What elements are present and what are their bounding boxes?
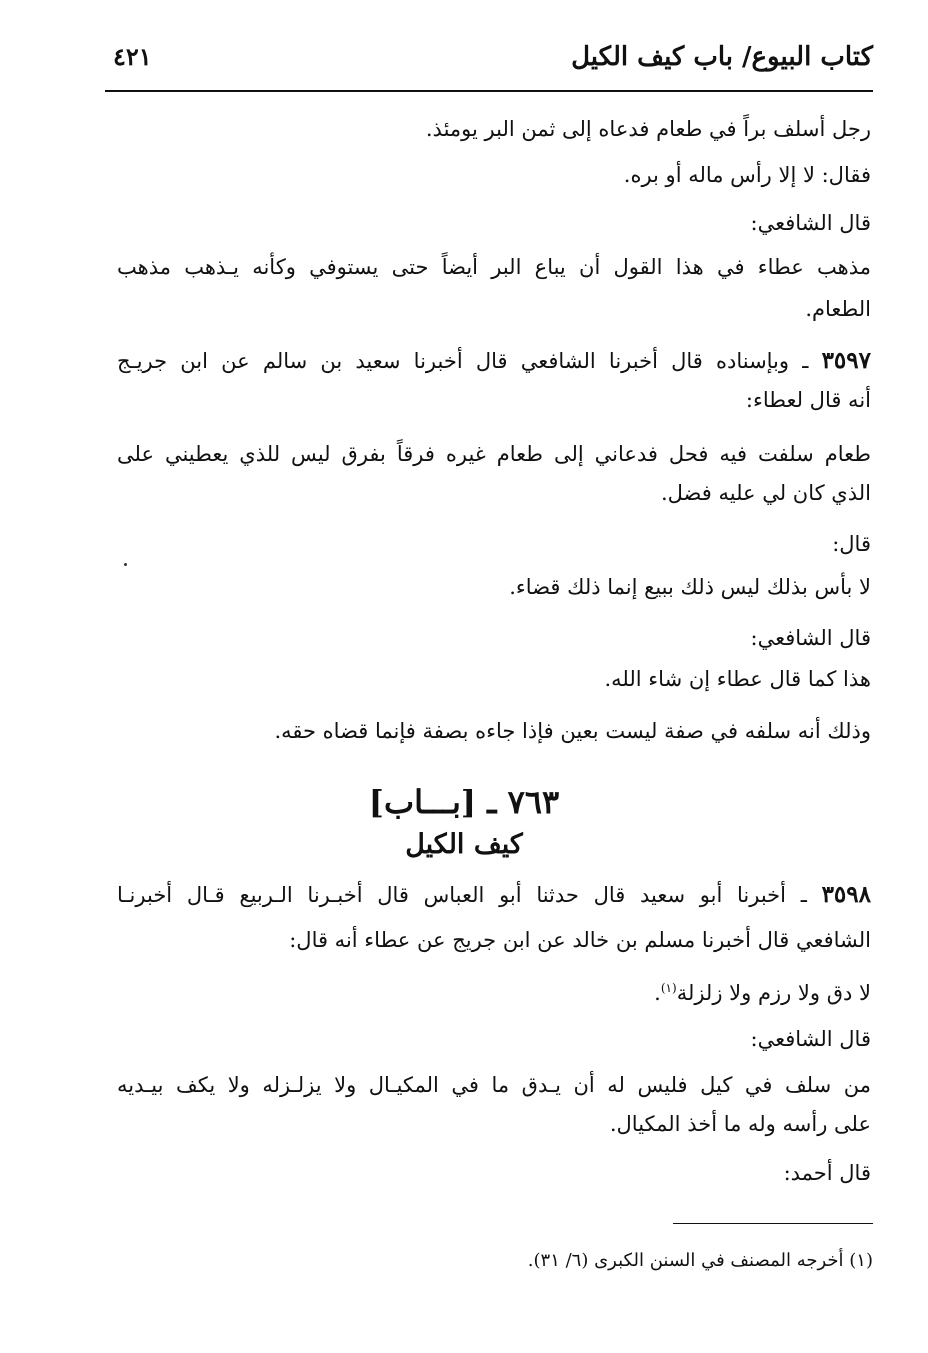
hadith-text: ـ أخبرنا أبو سعيد قال حدثنا أبو العباس قال أخبـرنا الـربيع قـال أخبرنـا [117,883,807,907]
hadith-number: ٣٥٩٧ [821,347,871,374]
hadith-number: ٣٥٩٨ [821,881,871,908]
chapter-heading: ٧٦٣ ـ [بـــاب] [368,783,560,821]
text-line-20: على رأسه وله ما أخذ المكيال. [609,1112,871,1136]
header-rule [105,90,873,92]
footnote-rule [673,1223,873,1224]
hadith-3598-line [117,878,871,912]
text-line-17 [654,971,871,1010]
text-line-14: وذلك أنه سلفه في صفة ليست بعين فإذا جاءه بصفة فإنما قضاه حقه. [274,719,871,743]
footnote-ref: (١) [660,981,677,995]
text-line-7: أنه قال لعطاء: [745,388,871,412]
page-number: ٤٢١ [113,42,152,71]
hadith-text: ـ وبإسناده قال أخبرنا الشافعي قال أخبرنا سعيد بن سالم عن ابن جريـج [117,349,809,373]
hadith-3597-line [117,344,871,378]
text-line-16: الشافعي قال أخبرنا مسلم بن خالد عن ابن جريج عن عطاء أنه قال: [289,928,871,952]
text-line-21: قال أحمد: [783,1161,871,1185]
running-title: كتاب البيوع/ باب كيف الكيل [571,42,873,72]
text-line-12: قال الشافعي: [750,626,871,650]
scan-speck [124,563,127,566]
text-segment: لا دق ولا رزم ولا زلزلة [676,981,871,1005]
text-line-9: الذي كان لي عليه فضل. [660,481,871,505]
text-line-18: قال الشافعي: [750,1027,871,1051]
chapter-subtitle: كيف الكيل [405,829,523,860]
text-line-8: طعام سلفت فيه فحل فدعاني إلى طعام غيره فرقاً بفرق ليس للذي يعطيني على [117,442,871,466]
text-line-4: مذهب عطاء في هذا القول أن يباع البر أيضاً حتى يستوفي وكأنه يـذهب مذهب [117,255,871,279]
text-line-19: من سلف في كيل فليس له أن يـدق ما في المكيـال ولا يزلـزله ولا يكف بيـديه [117,1073,871,1097]
text-segment-end: . [654,981,661,1005]
text-line-10: قال: [832,532,871,556]
text-line-13: هذا كما قال عطاء إن شاء الله. [604,667,871,691]
text-line-2: فقال: لا إلا رأس ماله أو بره. [623,163,871,187]
text-line-5: الطعام. [805,297,871,321]
text-line-11: لا بأس بذلك ليس ذلك ببيع إنما ذلك قضاء. [509,575,871,599]
text-line-3: قال الشافعي: [750,211,871,235]
text-line-1: رجل أسلف براً في طعام فدعاه إلى ثمن البر يومئذ. [425,117,871,141]
page-header [105,38,873,88]
footnote: (١) أخرجه المصنف في السنن الكبرى (٦/ ٣١). [527,1250,873,1271]
